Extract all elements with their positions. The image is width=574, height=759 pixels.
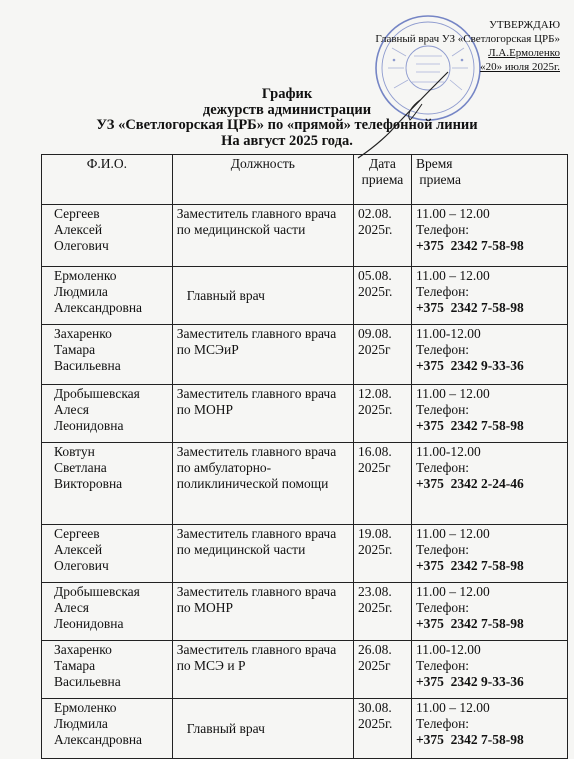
phone-label: Телефон:	[415, 402, 470, 417]
table-row	[42, 525, 568, 583]
approval-heading: УТВЕРЖДАЮ	[489, 19, 560, 31]
duty-schedule-table	[41, 154, 568, 759]
date-part: 2025г.	[358, 284, 393, 299]
table-row	[42, 205, 568, 267]
cell-name	[42, 443, 173, 525]
name-part: Алексей	[54, 542, 103, 557]
cell-date	[354, 325, 412, 385]
cell-name	[42, 385, 173, 443]
header-position: Должность	[172, 155, 353, 205]
time-range: 11.00-12.00	[415, 444, 481, 459]
name-part: Дробышевская	[54, 584, 140, 599]
phone-number: +375 2342 7-58-98	[415, 558, 524, 573]
cell-position: Заместитель главного врача по МСЭ и Р	[172, 641, 353, 699]
cell-time	[411, 385, 567, 443]
title-line-1: График	[261, 86, 313, 102]
name-part: Ермоленко	[54, 700, 117, 715]
phone-number: +375 2342 9-33-36	[415, 674, 524, 689]
cell-name	[42, 205, 173, 267]
cell-date	[354, 443, 412, 525]
table-row	[42, 325, 568, 385]
title-line-4: На август 2025 года.	[221, 132, 353, 149]
time-range: 11.00-12.00	[415, 326, 481, 341]
cell-date	[354, 267, 412, 325]
name-part: Светлана	[54, 460, 107, 475]
phone-label: Телефон:	[415, 658, 470, 673]
cell-position: Заместитель главного врача по медицинской части	[172, 525, 353, 583]
cell-name	[42, 641, 173, 699]
header-date	[354, 155, 412, 205]
date-part: 2025г.	[358, 222, 393, 237]
name-part: Александровна	[54, 732, 143, 747]
name-part: Сергеев	[54, 526, 100, 541]
phone-label: Телефон:	[415, 600, 470, 615]
cell-date	[354, 699, 412, 759]
date-part: 09.08.	[358, 326, 392, 341]
name-part: Алеся	[54, 600, 90, 615]
phone-label: Телефон:	[415, 460, 470, 475]
date-part: 26.08.	[358, 642, 392, 657]
cell-position: Заместитель главного врача по МОНР	[172, 385, 353, 443]
header-date-line-1: Дата	[369, 156, 396, 171]
cell-date	[354, 205, 412, 267]
name-part: Захаренко	[54, 326, 112, 341]
approval-block	[375, 18, 560, 74]
name-part: Захаренко	[54, 642, 112, 657]
cell-date	[354, 525, 412, 583]
cell-position: Заместитель главного врача по МСЭиР	[172, 325, 353, 385]
table-row	[42, 583, 568, 641]
name-part: Людмила	[54, 716, 108, 731]
header-date-line-2: приема	[361, 172, 404, 187]
phone-label: Телефон:	[415, 342, 470, 357]
date-part: 02.08.	[358, 206, 392, 221]
phone-number: +375 2342 7-58-98	[415, 616, 524, 631]
table-row	[42, 385, 568, 443]
cell-time	[411, 583, 567, 641]
name-part: Олегович	[54, 558, 109, 573]
cell-position: Заместитель главного врача по МОНР	[172, 583, 353, 641]
time-range: 11.00 – 12.00	[415, 386, 490, 401]
date-part: 2025г.	[358, 716, 393, 731]
phone-label: Телефон:	[415, 542, 470, 557]
phone-label: Телефон:	[415, 222, 470, 237]
name-part: Алексей	[54, 222, 103, 237]
name-part: Людмила	[54, 284, 108, 299]
name-part: Леонидовна	[54, 616, 124, 631]
time-range: 11.00 – 12.00	[415, 206, 490, 221]
cell-name	[42, 325, 173, 385]
cell-time	[411, 641, 567, 699]
cell-name	[42, 583, 173, 641]
name-part: Олегович	[54, 238, 109, 253]
header-name: Ф.И.О.	[42, 155, 173, 205]
date-part: 05.08.	[358, 268, 392, 283]
cell-position: Главный врач	[172, 267, 353, 325]
document-title	[0, 87, 574, 149]
approval-name: Л.А.Ермоленко	[488, 47, 560, 59]
date-part: 12.08.	[358, 386, 392, 401]
time-range: 11.00 – 12.00	[415, 526, 490, 541]
phone-number: +375 2342 9-33-36	[415, 358, 524, 373]
date-part: 23.08.	[358, 584, 392, 599]
cell-position: Заместитель главного врача по медицинской части	[172, 205, 353, 267]
table-row	[42, 699, 568, 759]
title-line-2: дежурств администрации	[202, 101, 372, 118]
table-header-row	[42, 155, 568, 205]
cell-time	[411, 205, 567, 267]
cell-date	[354, 385, 412, 443]
phone-number: +375 2342 7-58-98	[415, 300, 524, 315]
name-part: Ермоленко	[54, 268, 117, 283]
name-part: Ковтун	[54, 444, 95, 459]
name-part: Леонидовна	[54, 418, 124, 433]
name-part: Дробышевская	[54, 386, 140, 401]
date-part: 30.08.	[358, 700, 392, 715]
name-part: Тамара	[54, 342, 96, 357]
cell-name	[42, 525, 173, 583]
title-line-3: УЗ «Светлогорская ЦРБ» по «прямой» телефонной линии	[96, 117, 478, 133]
phone-number: +375 2342 2-24-46	[415, 476, 524, 491]
phone-label: Телефон:	[415, 716, 470, 731]
cell-time	[411, 525, 567, 583]
table-row	[42, 641, 568, 699]
cell-time	[411, 443, 567, 525]
table-row	[42, 267, 568, 325]
phone-label: Телефон:	[415, 284, 470, 299]
approval-position: Главный врач УЗ «Светлогорская ЦРБ»	[375, 33, 560, 45]
name-part: Алеся	[54, 402, 90, 417]
name-part: Васильевна	[54, 674, 121, 689]
time-range: 11.00 – 12.00	[415, 700, 490, 715]
cell-time	[411, 699, 567, 759]
date-part: 16.08.	[358, 444, 392, 459]
date-part: 2025г	[358, 460, 391, 475]
cell-date	[354, 583, 412, 641]
approval-date: «20» июля 2025г.	[480, 61, 560, 73]
date-part: 2025г	[358, 342, 391, 357]
date-part: 2025г.	[358, 600, 393, 615]
cell-time	[411, 267, 567, 325]
date-part: 2025г	[358, 658, 391, 673]
header-time	[411, 155, 567, 205]
cell-name	[42, 699, 173, 759]
time-range: 11.00 – 12.00	[415, 584, 490, 599]
cell-position: Главный врач	[172, 699, 353, 759]
name-part: Васильевна	[54, 358, 121, 373]
name-part: Сергеев	[54, 206, 100, 221]
header-time-line-2: приема	[415, 172, 461, 187]
date-part: 2025г.	[358, 542, 393, 557]
phone-number: +375 2342 7-58-98	[415, 732, 524, 747]
cell-time	[411, 325, 567, 385]
cell-position: Заместитель главного врача по амбулаторно-поликлинической помощи	[172, 443, 353, 525]
header-time-line-1: Время	[415, 156, 453, 171]
name-part: Викторовна	[54, 476, 123, 491]
table-row	[42, 443, 568, 525]
date-part: 2025г.	[358, 402, 393, 417]
date-part: 19.08.	[358, 526, 392, 541]
cell-date	[354, 641, 412, 699]
name-part: Александровна	[54, 300, 143, 315]
time-range: 11.00-12.00	[415, 642, 481, 657]
cell-name	[42, 267, 173, 325]
phone-number: +375 2342 7-58-98	[415, 238, 524, 253]
phone-number: +375 2342 7-58-98	[415, 418, 524, 433]
name-part: Тамара	[54, 658, 96, 673]
time-range: 11.00 – 12.00	[415, 268, 490, 283]
